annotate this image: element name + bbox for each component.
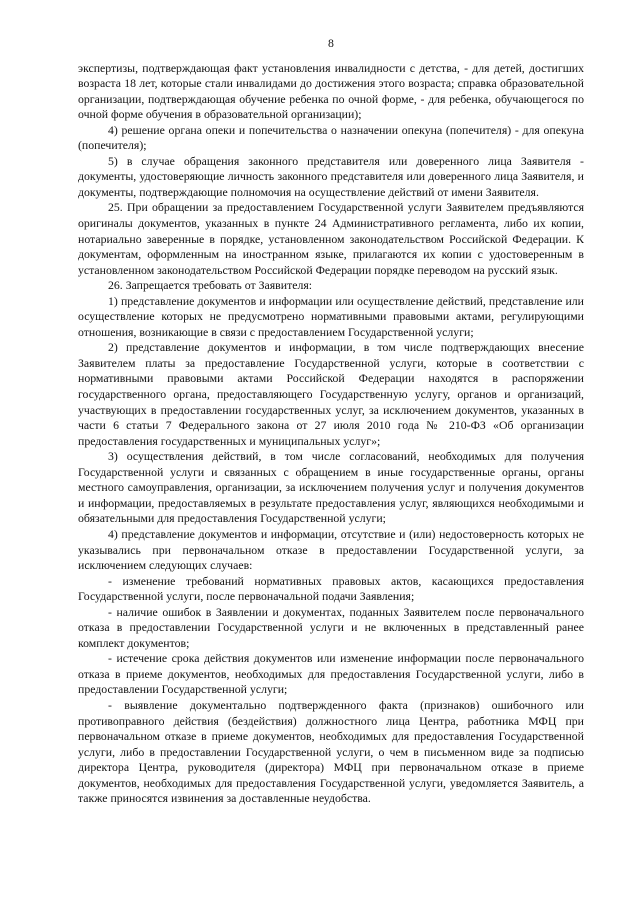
document-body — [78, 61, 584, 807]
paragraph: 5) в случае обращения законного представителя или доверенного лица Заявителя - документы, удостоверяющие личность законного представителя или доверенного лица Заявителя, и документы, подтверждающие полномочия на осуществление действий от имени Заявителя. — [78, 153, 584, 199]
paragraph: 25. При обращении за предоставлением Государственной услуги Заявителем предъявляются оригиналы документов, указанных в пункте 24 Административного регламента, либо их копии, нотариально заверенные в порядке, установленном законодательством Российской Федерации. К документам, оформленным на иностранном языке, прилагаются их копии с удостоверенным в установленном законодательством Российской Федерации порядке переводом на русский язык. — [78, 200, 584, 277]
paragraph: 1) представление документов и информации или осуществление действий, представление или осуществление которых не предусмотрено нормативными правовыми актами, регулирующими отношения, возникающие в связи с предоставлением Государственной услуги; — [78, 293, 584, 339]
page-number: 8 — [328, 36, 334, 50]
paragraph: 26. Запрещается требовать от Заявителя: — [108, 278, 313, 293]
paragraph: - изменение требований нормативных правовых актов, касающихся предоставления Государственной услуги, после первоначальной подачи Заявления; — [78, 573, 584, 604]
paragraph: 3) осуществления действий, в том числе согласований, необходимых для получения Государственной услуги и связанных с обращением в иные государственные органы, органы местного самоуправления, организации, за исключением получения услуг и получения документов и информации, предоставляемых в результате предоставления услуг, являющихся необходимыми и обязательными для предоставления Государственной услуги; — [78, 449, 584, 526]
paragraph: экспертизы, подтверждающая факт установления инвалидности с детства, - для детей, достигших возраста 18 лет, которые стали инвалидами до достижения этого возраста; справка образовательной организации, подтверждающая обучение ребенка по очной форме, - для ребенка, обучающегося по очной форме обучения в образовательной организации); — [78, 60, 584, 122]
paragraph: 4) решение органа опеки и попечительства о назначении опекуна (попечителя) - для опекуна (попечителя); — [78, 122, 584, 153]
paragraph: - истечение срока действия документов или изменение информации после первоначального отказа в приеме документов, необходимых для предоставления Государственной услуги, либо в предоставлении Государственной услуги; — [78, 651, 584, 697]
paragraph: - выявление документально подтвержденного факта (признаков) ошибочного или противоправного действия (бездействия) должностного лица Центра, работника МФЦ при первоначальном отказе в приеме документов, необходимых для предоставления Государственной услуги, либо в предоставлении Государственной услуги, о чем в письменном виде за подписью директора Центра, руководителя (директора) МФЦ при первоначальном отказе в приеме документов, необходимых для предоставления Государственной услуги, уведомляется Заявитель, а также приносятся извинения за доставленные неудобства. — [78, 697, 584, 806]
paragraph: - наличие ошибок в Заявлении и документах, поданных Заявителем после первоначального отказа в предоставлении Государственной услуги и не включенных в представленный ранее комплект документов; — [78, 604, 584, 650]
paragraph: 4) представление документов и информации, отсутствие и (или) недостоверность которых не указывались при первоначальном отказе в предоставлении Государственной услуги, за исключением следующих случаев: — [78, 526, 584, 573]
paragraph: 2) представление документов и информации, в том числе подтверждающих внесение Заявителем платы за предоставление Государственной услуги, которые в соответствии с нормативными правовыми актами Российской Федерации находятся в распоряжении государственного органа, предоставляющего Государственную услугу, органов и организаций, участвующих в предоставлении государственных услуг, за исключением документов, указанных в части 6 статьи 7 Федерального закона от 27 июля 2010 года № 210-ФЗ «Об организации предоставления государственных и муниципальных услуг»; — [78, 340, 584, 448]
